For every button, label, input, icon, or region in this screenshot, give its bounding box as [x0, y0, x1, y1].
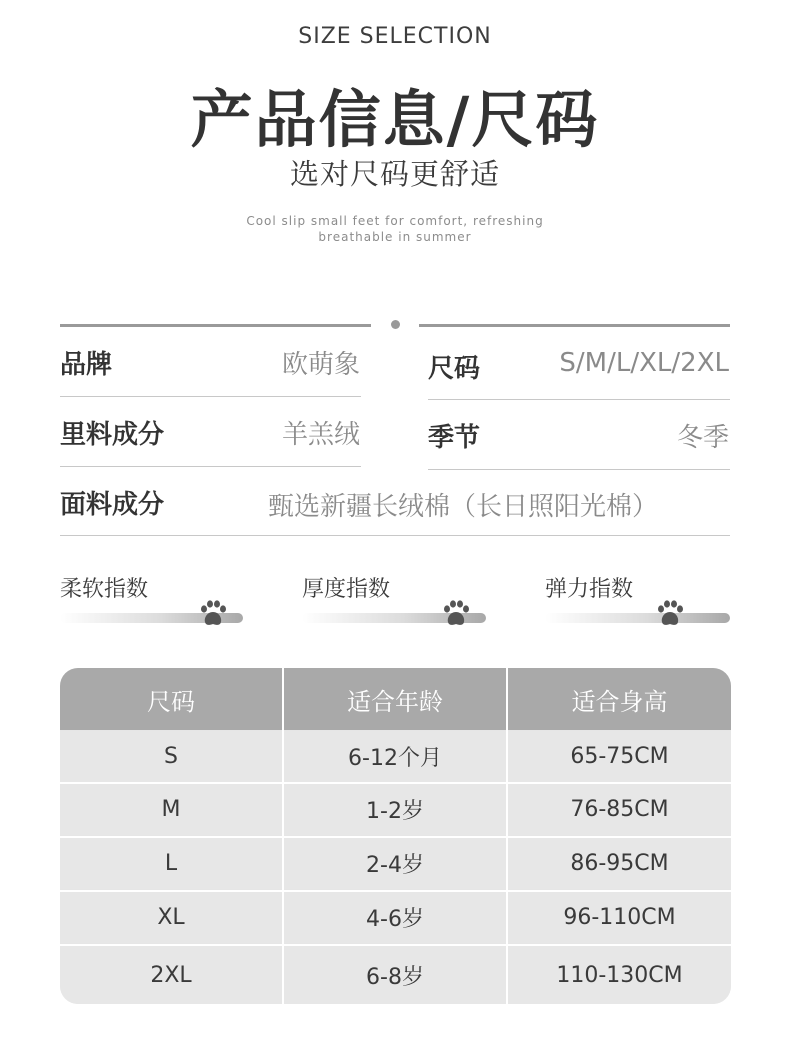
page-title: 产品信息/尺码 [190, 83, 600, 156]
paw-icon [198, 600, 228, 628]
table-cell: 4-6岁 [284, 892, 506, 943]
table-cell: 1-2岁 [284, 784, 506, 835]
table-cell: XL [60, 892, 282, 943]
brand-label: 品牌 [60, 350, 113, 380]
divider [428, 399, 730, 400]
divider-dot [391, 320, 400, 329]
lining-value: 羊羔绒 [281, 420, 360, 450]
table-cell: 2-4岁 [284, 838, 506, 889]
season-label: 季节 [428, 423, 481, 453]
divider [428, 469, 730, 470]
table-cell: 76-85CM [508, 784, 731, 835]
size-value: S/M/L/XL/2XL [559, 348, 729, 378]
table-cell: 6-8岁 [284, 946, 506, 1004]
table-cell: 2XL [60, 946, 282, 1004]
size-table [60, 668, 731, 1004]
divider [60, 466, 361, 467]
table-row-divider [60, 890, 731, 892]
elasticity-index-label: 弹力指数 [545, 577, 634, 602]
table-cell: 110-130CM [508, 946, 731, 1004]
divider [419, 324, 730, 327]
table-cell: L [60, 838, 282, 889]
page-subtitle: 选对尺码更舒适 [289, 157, 500, 191]
paw-icon [655, 600, 685, 628]
section-eyebrow: SIZE SELECTION [298, 24, 492, 49]
elasticity-index-bar [545, 613, 730, 623]
fabric-label: 面料成分 [60, 490, 165, 520]
table-cell: 65-75CM [508, 731, 731, 782]
thickness-index-label: 厚度指数 [302, 577, 391, 602]
table-cell: 6-12个月 [284, 731, 506, 782]
lining-label: 里料成分 [60, 420, 165, 450]
table-header-age: 适合年龄 [284, 668, 506, 730]
description-line-2: breathable in summer [318, 230, 472, 244]
divider [60, 324, 371, 327]
divider [60, 535, 730, 536]
season-value: 冬季 [676, 423, 729, 453]
table-header-size: 尺码 [60, 668, 282, 730]
table-header-height: 适合身高 [508, 668, 731, 730]
paw-icon [441, 600, 471, 628]
table-cell: 86-95CM [508, 838, 731, 889]
table-cell: 96-110CM [508, 892, 731, 943]
table-row-divider [60, 836, 731, 838]
table-cell: M [60, 784, 282, 835]
table-row-divider [60, 782, 731, 784]
divider [60, 396, 361, 397]
size-label: 尺码 [428, 354, 481, 384]
table-row-divider [60, 944, 731, 946]
table-cell: S [60, 731, 282, 782]
description-line-1: Cool slip small feet for comfort, refreshing [246, 214, 544, 228]
softness-index-label: 柔软指数 [60, 577, 149, 602]
fabric-value: 甄选新疆长绒棉（长日照阳光棉） [268, 492, 659, 522]
brand-value: 欧萌象 [281, 350, 360, 380]
